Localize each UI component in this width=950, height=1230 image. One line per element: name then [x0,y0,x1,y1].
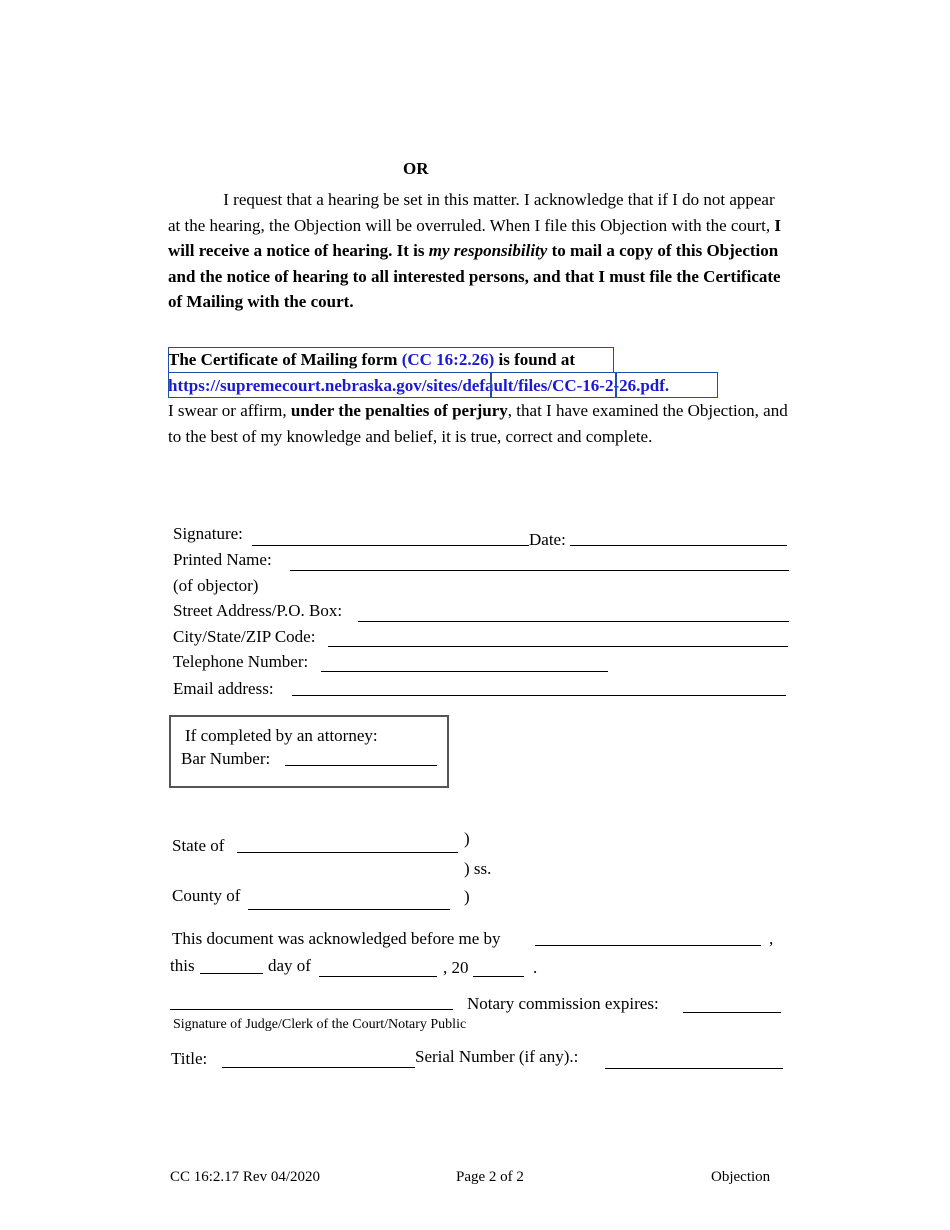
day-of-label: day of [268,956,311,975]
footer-form-id: CC 16:2.17 Rev 04/2020 [170,1169,321,1185]
swear-paragraph [168,398,788,449]
ss-label: ) ss. [464,859,492,878]
link-box[interactable] [491,372,616,398]
state-line[interactable] [237,852,458,853]
link-box[interactable] [616,372,718,398]
telephone-line[interactable] [321,671,608,672]
certificate-mid: is found at [494,350,576,369]
date-label: Date: [529,530,566,549]
attorney-heading: If completed by an attorney: [185,726,378,745]
email-label: Email address: [173,679,274,698]
printed-name-line[interactable] [290,570,789,571]
notary-commission-label: Notary commission expires: [467,994,659,1013]
signature-label: Signature: [173,524,243,543]
title-label: Title: [171,1049,208,1068]
street-address-label: Street Address/P.O. Box: [173,601,343,620]
serial-number-label: Serial Number (if any).: [415,1047,579,1066]
hearing-checkbox-blank[interactable] [168,190,219,209]
signature-line[interactable] [252,545,529,546]
county-line[interactable] [248,909,450,910]
of-objector-label: (of objector) [173,576,259,595]
month-line[interactable] [319,976,437,977]
hearing-mailing-text: to mail a copy of this Objection and the notice of hearing to all interested persons, and that I must file the Certificate of Mailing with the court. [168,241,781,312]
acknowledgment-text: This document was acknowledged before me by [172,929,501,948]
acknowledged-by-line[interactable] [535,945,761,946]
certificate-form-link[interactable]: (CC 16:2.26) [401,350,495,369]
commission-expires-line[interactable] [683,1012,781,1013]
year-prefix: , 20 [443,958,469,977]
bar-number-line[interactable] [285,765,437,766]
this-label: this [170,956,195,975]
day-line[interactable] [200,973,263,974]
or-heading: OR [403,159,429,178]
link-box[interactable] [168,372,491,398]
link-box[interactable] [168,347,614,373]
county-of-label: County of [172,886,241,905]
year-line[interactable] [473,976,524,977]
serial-number-line[interactable] [605,1068,783,1069]
email-line[interactable] [292,695,786,696]
hearing-responsibility-text: my responsibility [428,241,548,261]
city-state-zip-line[interactable] [328,646,788,647]
footer-doc-name: Objection [711,1169,771,1185]
perjury-text: under the penalties of perjury [290,401,508,420]
hearing-request-paragraph [168,187,788,315]
city-state-zip-label: City/State/ZIP Code: [173,627,316,646]
swear-text-2: , that I have examined the Objection, and to the best of my knowledge and belief, it is true, correct and complete. [168,401,788,446]
notary-signature-line[interactable] [170,1009,453,1010]
state-of-label: State of [172,836,225,855]
title-line[interactable] [222,1067,415,1068]
telephone-label: Telephone Number: [173,652,309,671]
certificate-url-link[interactable]: https://supremecourt.nebraska.gov/sites/default/files/CC-16-2-26.pdf. [168,375,670,395]
printed-name-label: Printed Name: [173,550,272,569]
swear-text: I swear or affirm, [168,401,291,420]
paren-1: ) [464,829,470,848]
bar-number-label: Bar Number: [181,749,271,768]
street-address-line[interactable] [358,621,789,622]
paren-3: ) [464,887,470,906]
hearing-notice-text: I will receive a notice of hearing. It is [168,215,781,261]
signature-caption: Signature of Judge/Clerk of the Court/Notary Public [173,1017,467,1032]
hearing-text: I request that a hearing be set in this matter. I acknowledge that if I do not appear at the hearing, the Objection will be overruled. When I file this Objection with the court, [168,190,775,235]
date-line[interactable] [570,545,787,546]
ack-period: . [533,958,538,977]
footer-page-number: Page 2 of 2 [456,1169,524,1185]
ack-comma: , [769,929,774,948]
certificate-lead: The Certificate of Mailing form [168,350,402,369]
